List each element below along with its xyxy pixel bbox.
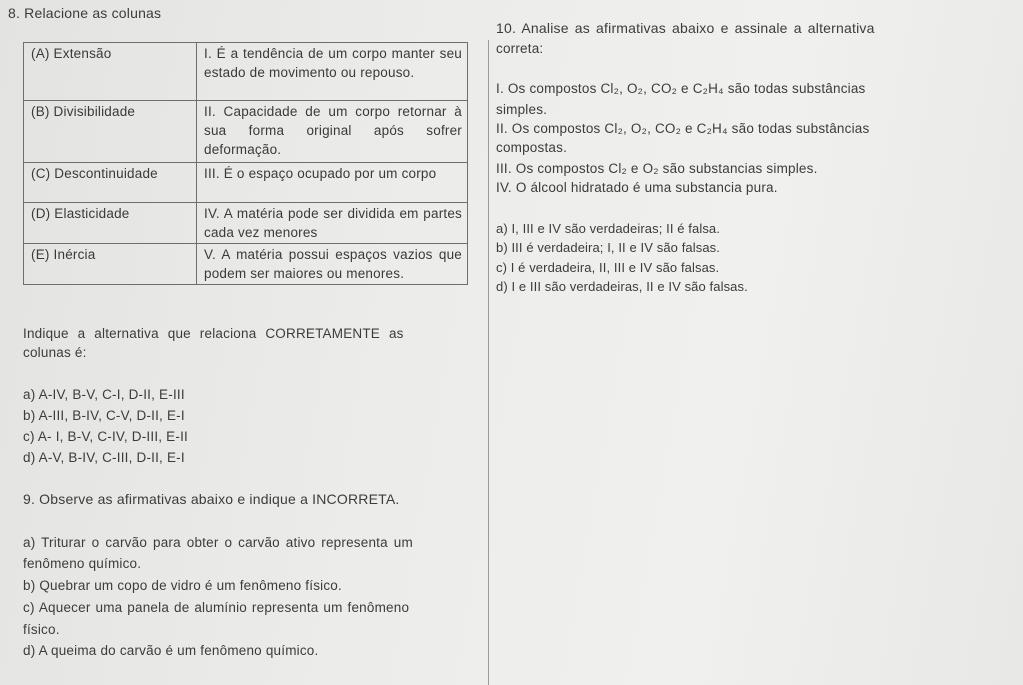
q10-option-d[interactable]: d) I e III são verdadeiras, II e IV são falsas.: [496, 279, 748, 294]
q10-option-c[interactable]: c) I é verdadeira, II, III e IV são falsas.: [496, 260, 720, 275]
q9-title: 9. Observe as afirmativas abaixo e indique a INCORRETA.: [23, 491, 400, 507]
q10-statement-3: III. Os compostos Cl₂ e O₂ são substancias simples.: [496, 161, 818, 176]
q10-option-b[interactable]: b) III é verdadeira; I, II e IV são falsas.: [496, 240, 720, 255]
left-cell: (B) Divisibilidade: [24, 101, 197, 163]
q10-statement-1-line2: simples.: [496, 102, 548, 117]
left-cell: (E) Inércia: [24, 244, 197, 285]
column-divider: [488, 40, 489, 685]
right-cell: V. A matéria possui espaços vazios que podem ser maiores ou menores.: [197, 244, 468, 285]
matching-table: [23, 42, 468, 285]
q9-option-c-line2: físico.: [23, 622, 60, 637]
q10-option-a[interactable]: a) I, III e IV são verdadeiras; II é falsa.: [496, 221, 720, 236]
q8-option-b[interactable]: b) A-III, B-IV, C-V, D-II, E-I: [23, 408, 185, 423]
left-cell: (D) Elasticidade: [24, 203, 197, 244]
q10-title-line1: 10. Analise as afirmativas abaixo e assinale a alternativa: [496, 20, 875, 36]
q10-title-line2: correta:: [496, 41, 544, 56]
left-cell: (A) Extensão: [24, 43, 197, 101]
left-cell: (C) Descontinuidade: [24, 163, 197, 203]
right-cell: III. É o espaço ocupado por um corpo: [197, 163, 468, 203]
table-row: [24, 163, 468, 203]
table-row: [24, 101, 468, 163]
q8-option-d[interactable]: d) A-V, B-IV, C-III, D-II, E-I: [23, 450, 185, 465]
q8-option-c[interactable]: c) A- I, B-V, C-IV, D-III, E-II: [23, 429, 188, 444]
q10-statement-1-line1: I. Os compostos Cl₂, O₂, CO₂ e C₂H₄ são todas substâncias: [496, 81, 866, 96]
q8-prompt-line2: colunas é:: [23, 345, 87, 360]
q10-statement-2-line2: compostas.: [496, 140, 568, 155]
q8-option-a[interactable]: a) A-IV, B-V, C-I, D-II, E-III: [23, 387, 185, 402]
q9-option-a-line2: fenômeno químico.: [23, 556, 142, 571]
table-row: [24, 244, 468, 285]
table-row: [24, 43, 468, 101]
q10-statement-4: IV. O álcool hidratado é uma substancia pura.: [496, 180, 778, 195]
right-cell: I. É a tendência de um corpo manter seu estado de movimento ou repouso.: [197, 43, 468, 101]
q9-option-a-line1[interactable]: a) Triturar o carvão para obter o carvão ativo representa um: [23, 535, 413, 550]
table-row: [24, 203, 468, 244]
q9-option-b[interactable]: b) Quebrar um copo de vidro é um fenômeno físico.: [23, 578, 342, 593]
q9-option-d[interactable]: d) A queima do carvão é um fenômeno químico.: [23, 643, 319, 658]
q10-statement-2-line1: II. Os compostos Cl₂, O₂, CO₂ e C₂H₄ são todas substâncias: [496, 121, 870, 136]
right-cell: II. Capacidade de um corpo retornar à sua forma original após sofrer deformação.: [197, 101, 468, 163]
q8-title: 8. Relacione as colunas: [8, 5, 162, 21]
q9-option-c-line1[interactable]: c) Aquecer uma panela de alumínio representa um fenômeno: [23, 600, 410, 615]
right-cell: IV. A matéria pode ser dividida em partes cada vez menores: [197, 203, 468, 244]
q8-prompt-line1: Indique a alternativa que relaciona CORRETAMENTE as: [23, 326, 404, 341]
